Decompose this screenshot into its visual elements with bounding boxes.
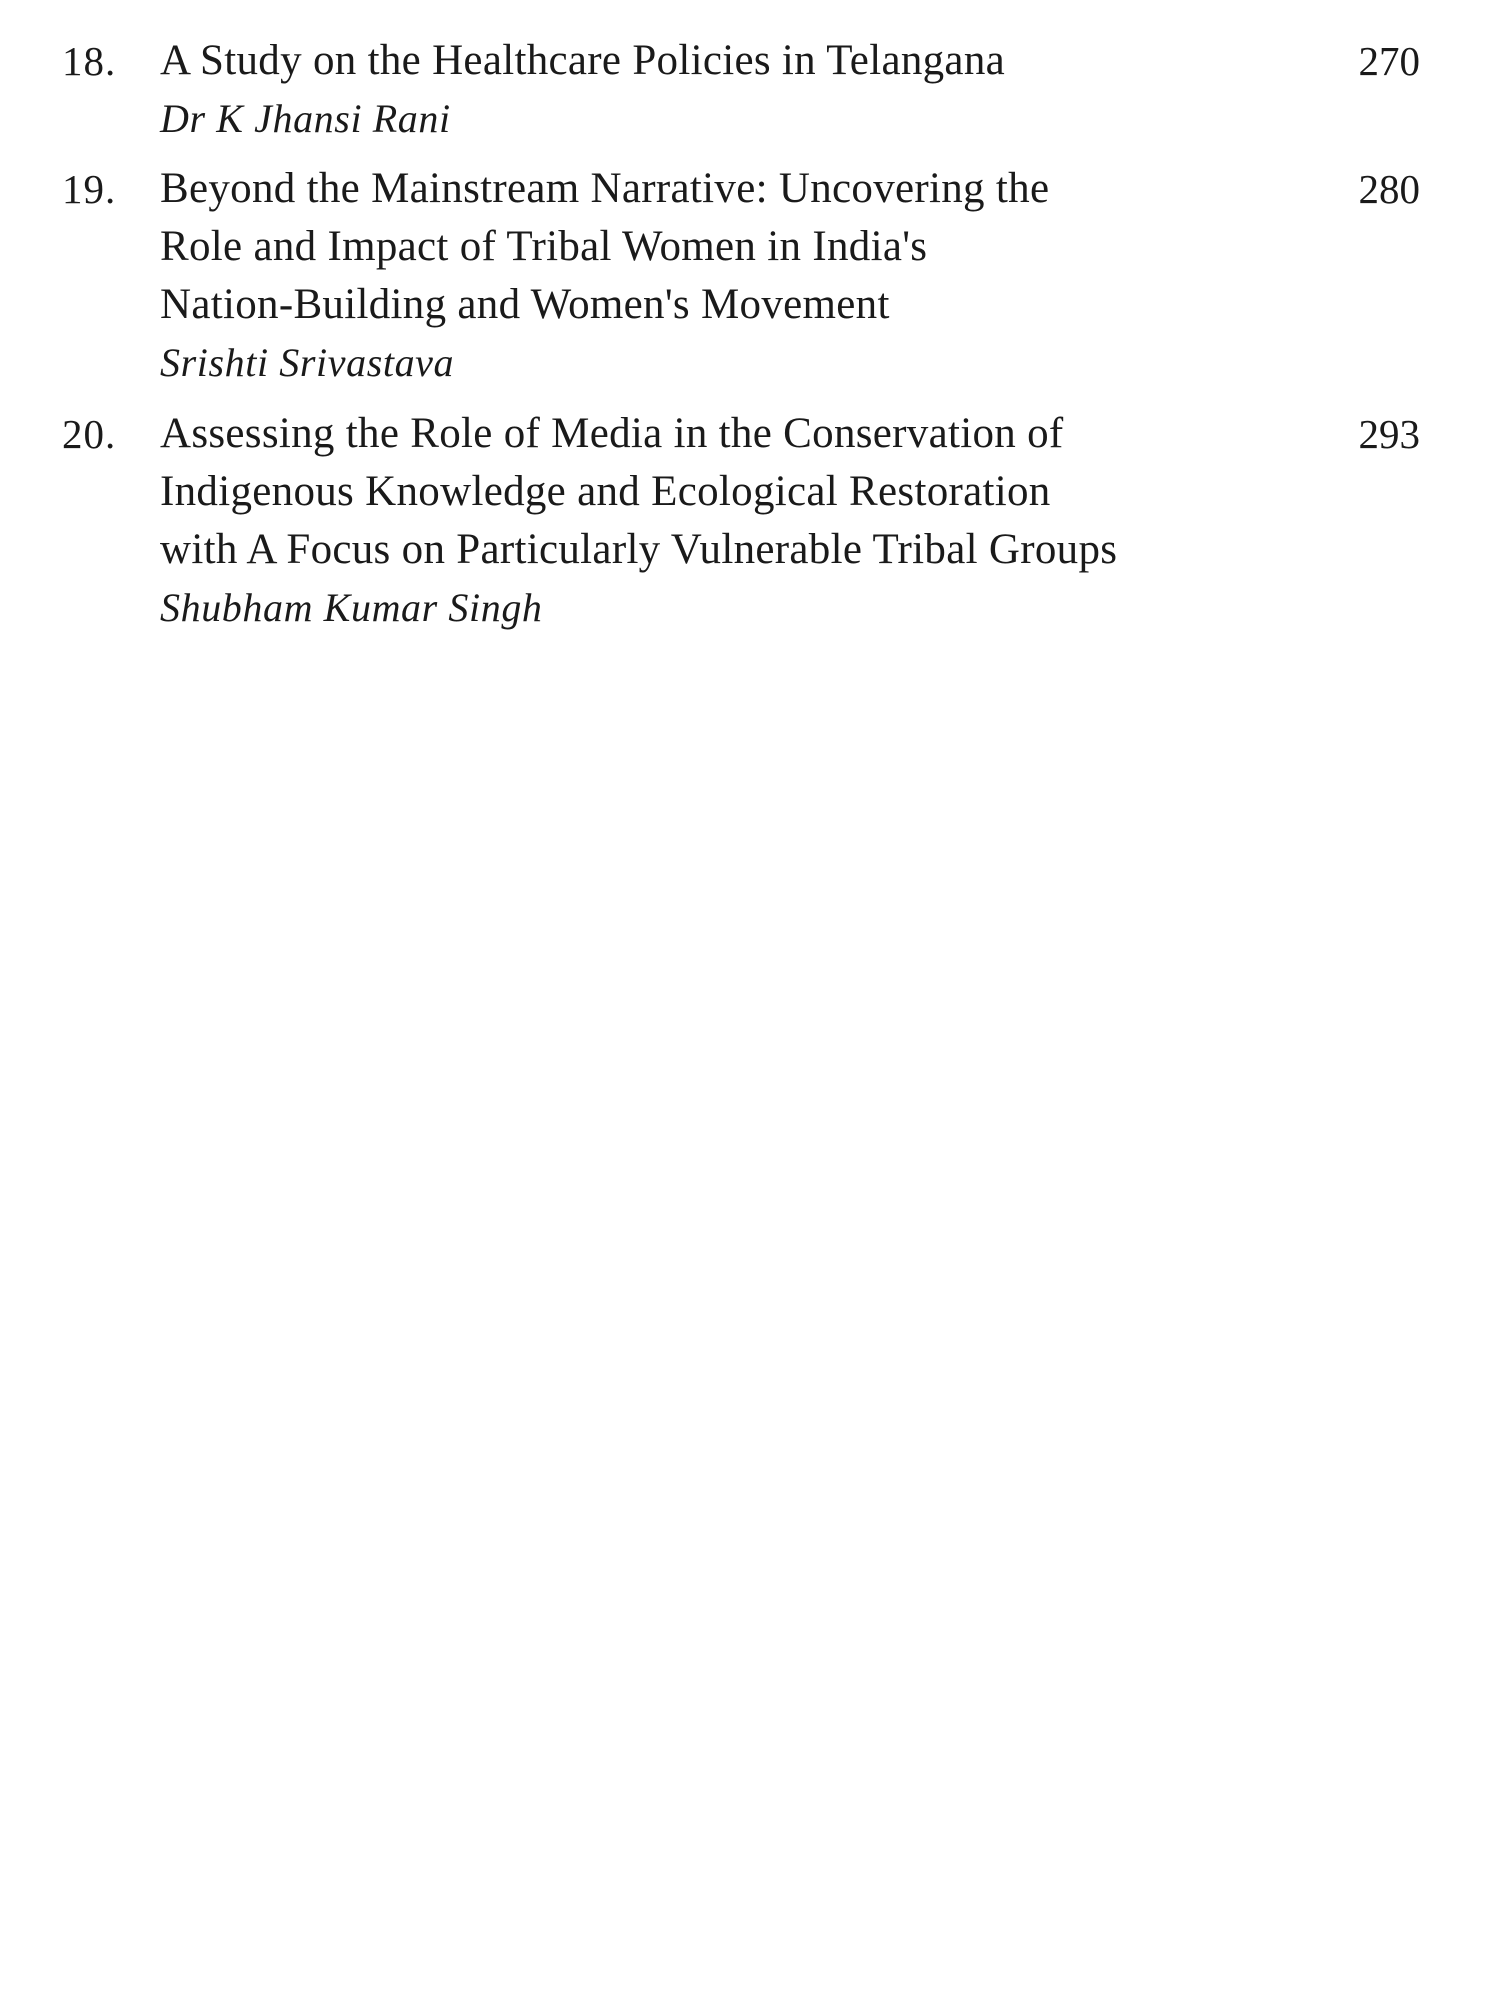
chapter-title bbox=[160, 405, 1270, 637]
chapter-title bbox=[160, 32, 1270, 148]
chapter-title-line: Assessing the Role of Media in the Conservation of bbox=[160, 410, 1064, 457]
chapter-title-line: Beyond the Mainstream Narrative: Uncovering the bbox=[160, 165, 1050, 212]
chapter-author: Srishti Srivastava bbox=[160, 340, 455, 385]
chapter-number: 20. bbox=[62, 411, 117, 457]
page-number: 280 bbox=[1358, 166, 1420, 212]
chapter-title bbox=[160, 160, 1270, 392]
chapter-author: Dr K Jhansi Rani bbox=[160, 96, 451, 141]
chapter-title-line: Nation-Building and Women's Movement bbox=[160, 281, 890, 328]
chapter-title-line: Indigenous Knowledge and Ecological Restoration bbox=[160, 468, 1051, 515]
chapter-number: 19. bbox=[62, 166, 117, 212]
chapter-title-line: with A Focus on Particularly Vulnerable Tribal Groups bbox=[160, 526, 1118, 573]
page-number: 293 bbox=[1358, 411, 1420, 457]
chapter-title-line: A Study on the Healthcare Policies in Telangana bbox=[160, 37, 1005, 84]
page-number: 270 bbox=[1358, 38, 1420, 84]
chapter-number: 18. bbox=[62, 38, 117, 84]
chapter-author: Shubham Kumar Singh bbox=[160, 585, 543, 630]
chapter-title-line: Role and Impact of Tribal Women in India's bbox=[160, 223, 928, 270]
